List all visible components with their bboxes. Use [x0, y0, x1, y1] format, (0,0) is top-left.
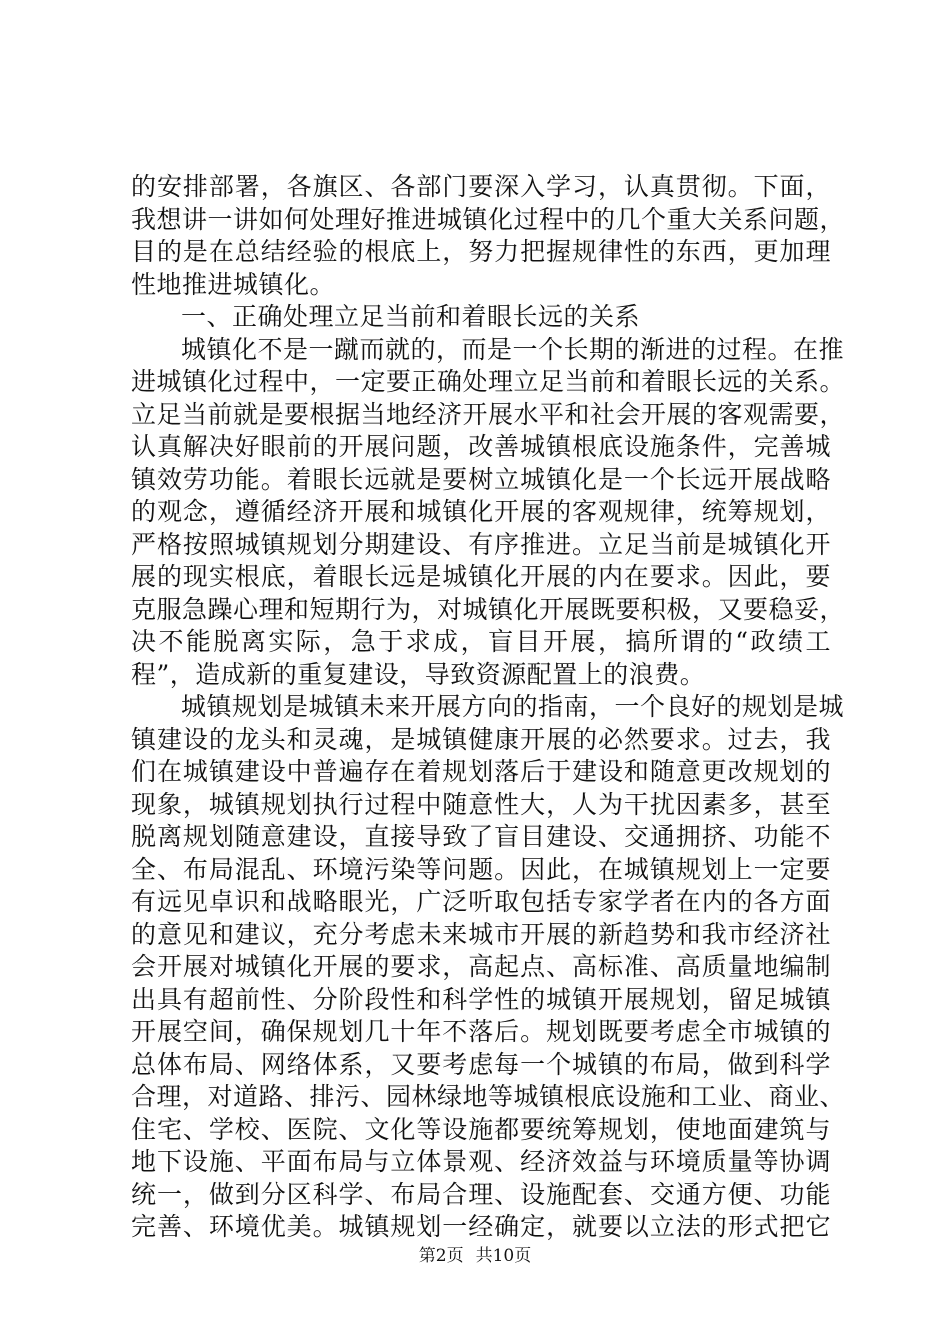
text-line: 脱离规划随意建设，直接导致了盲目建设、交通拥挤、功能不	[131, 822, 831, 851]
text-line: 住宅、学校、医院、文化等设施都要统筹规划，使地面建筑与	[131, 1114, 831, 1144]
text-line: 地下设施、平面布局与立体景观、经济效益与环境质量等协调	[131, 1147, 831, 1176]
text-line: 决不能脱离实际，急于求成，盲目开展，搞所谓的“政绩工	[131, 627, 831, 656]
page-footer	[0, 1246, 950, 1266]
text-line: 城镇化不是一蹴而就的，而是一个长期的渐进的过程。在推	[181, 334, 845, 364]
text-line: 合理，对道路、排污、园林绿地等城镇根底设施和工业、商业、	[131, 1082, 846, 1111]
text-line: 的意见和建议，充分考虑未来城市开展的新趋势和我市经济社	[131, 919, 831, 949]
text-line: 进城镇化过程中，一定要正确处理立足当前和着眼长远的关系。	[131, 367, 846, 396]
section-heading	[131, 301, 831, 334]
paragraph-town-planning	[131, 691, 846, 1244]
text-line: 出具有超前性、分阶段性和科学性的城镇开展规划，留足城镇	[131, 984, 831, 1014]
text-line: 们在城镇建设中普遍存在着规划落后于建设和随意更改规划的	[131, 757, 831, 786]
text-line: 认真解决好眼前的开展问题，改善城镇根底设施条件，完善城	[131, 432, 831, 461]
text-line: 我想讲一讲如何处理好推进城镇化过程中的几个重大关系问题，	[131, 204, 846, 234]
text-line: 开展空间，确保规划几十年不落后。规划既要考虑全市城镇的	[131, 1017, 831, 1046]
text-line: 会开展对城镇化开展的要求，高起点、高标准、高质量地编制	[131, 952, 831, 981]
page-number: 第2页	[418, 1246, 464, 1266]
text-line: 总体布局、网络体系，又要考虑每一个城镇的布局，做到科学	[131, 1049, 831, 1079]
text-line: 现象，城镇规划执行过程中随意性大，人为干扰因素多，甚至	[131, 789, 831, 819]
text-line: 目的是在总结经验的根底上，努力把握规律性的东西，更加理	[131, 237, 831, 266]
text-line: 镇效劳功能。着眼长远就是要树立城镇化是一个长远开展战略	[131, 464, 831, 494]
text-line: 立足当前就是要根据当地经济开展水平和社会开展的客观需要，	[131, 399, 846, 429]
text-line: 展的现实根底，着眼长远是城镇化开展的内在要求。因此，要	[131, 562, 831, 591]
page-total: 共10页	[475, 1246, 532, 1266]
text-line: 完善、环境优美。城镇规划一经确定，就要以立法的形式把它	[131, 1212, 831, 1241]
text-line: 严格按照城镇规划分期建设、有序推进。立足当前是城镇化开	[131, 529, 831, 559]
text-line: 程”，造成新的重复建设，导致资源配置上的浪费。	[131, 659, 706, 689]
text-line: 统一，做到分区科学、布局合理、设施配套、交通方便、功能	[131, 1179, 831, 1209]
section-heading-text: 一、正确处理立足当前和着眼长远的关系	[181, 302, 641, 331]
text-line: 的观念，遵循经济开展和城镇化开展的客观规律，统筹规划，	[131, 497, 831, 526]
document-body	[131, 171, 846, 1244]
text-line: 的安排部署，各旗区、各部门要深入学习，认真贯彻。下面，	[131, 172, 831, 201]
text-line: 城镇规划是城镇未来开展方向的指南，一个良好的规划是城	[181, 692, 845, 721]
text-line: 性地推进城镇化。	[131, 269, 336, 299]
text-line: 有远见卓识和战略眼光，广泛听取包括专家学者在内的各方面	[131, 887, 831, 916]
text-line: 镇建设的龙头和灵魂，是城镇健康开展的必然要求。过去，我	[131, 724, 831, 754]
text-line: 克服急躁心理和短期行为，对城镇化开展既要积极，又要稳妥，	[131, 594, 846, 624]
paragraph-continuation	[131, 171, 846, 301]
text-line: 全、布局混乱、环境污染等问题。因此，在城镇规划上一定要	[131, 854, 831, 884]
paragraph-urbanization-process	[131, 334, 846, 692]
